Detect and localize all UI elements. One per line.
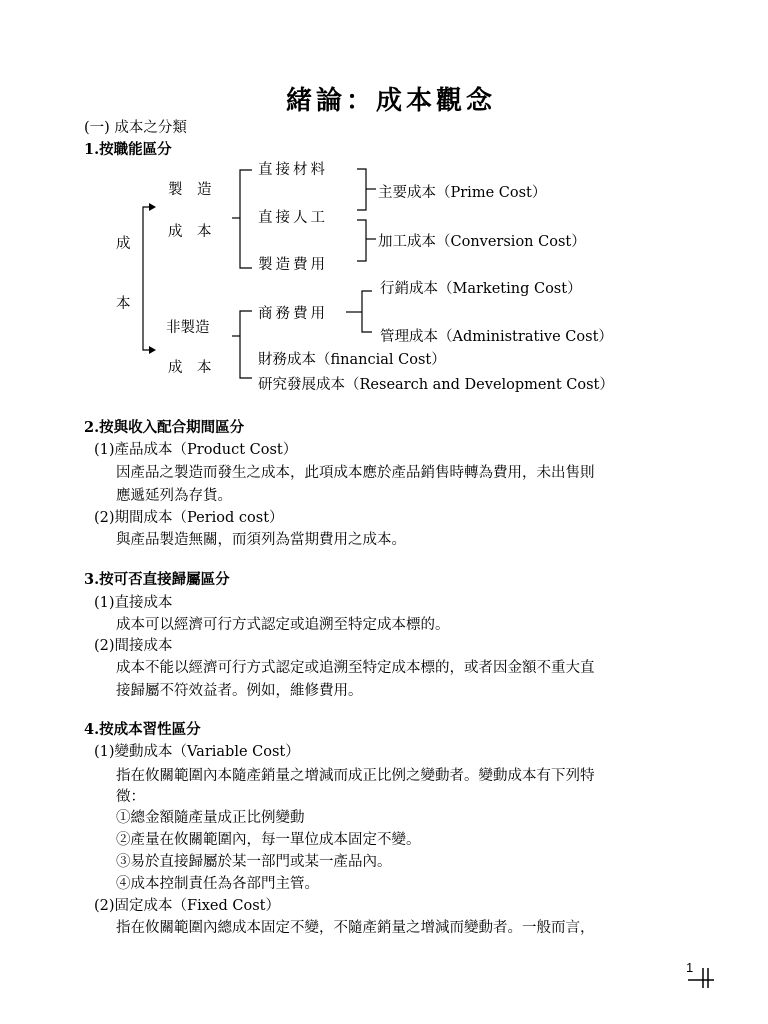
s2-heading: 2.按與收入配合期間區分 — [84, 419, 245, 436]
s4-item-3: ③易於直接歸屬於某一部門或某一產品內。 — [116, 854, 392, 870]
s3-p2-line2: 接歸屬不符效益者。例如，維修費用。 — [116, 683, 363, 699]
rd-cost: 研究發展成本（Research and Development Cost） — [258, 377, 614, 393]
root-arrow-top — [149, 203, 156, 211]
s3-p2-line1: 成本不能以經濟可行方式認定或追溯至特定成本標的，或者因金額不重大直 — [116, 660, 595, 676]
nonmfg-label-1: 非製造 — [166, 320, 210, 336]
s3-p1-title: (1)直接成本 — [94, 595, 173, 611]
root-label-top: 成 — [116, 236, 131, 252]
section-intro: (一) 成本之分類 — [84, 120, 187, 136]
s3-heading: 3.按可否直接歸屬區分 — [84, 571, 230, 588]
financial-cost: 財務成本（financial Cost） — [258, 352, 446, 368]
conversion-bracket — [357, 220, 366, 261]
s2-p2-title: (2)期間成本（Period cost） — [94, 510, 284, 526]
s4-item-2: ②產量在攸關範圍內，每一單位成本固定不變。 — [116, 832, 421, 848]
root-arrow-bottom — [149, 346, 156, 354]
s4-item-4: ④成本控制責任為各部門主管。 — [116, 876, 319, 892]
s4-p2-title: (2)固定成本（Fixed Cost） — [94, 898, 280, 914]
s2-p2-line1: 與產品製造無關，而須列為當期費用之成本。 — [116, 532, 406, 548]
mfg-label-1: 製 造 — [168, 182, 212, 198]
manufacturing-overhead: 製造費用 — [258, 257, 328, 273]
s4-p1-line1: 指在攸關範圍內本隨產銷量之增減而成正比例之變動者。變動成本有下列特 — [116, 768, 595, 784]
s3-p1-line1: 成本可以經濟可行方式認定或追溯至特定成本標的。 — [116, 617, 450, 633]
conversion-cost: 加工成本（Conversion Cost） — [378, 234, 586, 250]
s4-heading: 4.按成本習性區分 — [84, 721, 201, 738]
root-bracket — [143, 207, 152, 350]
page-title: 緒論：成本觀念 — [286, 86, 497, 116]
commercial-bracket — [362, 291, 372, 332]
page-number-mark — [686, 966, 716, 990]
prime-cost: 主要成本（Prime Cost） — [378, 185, 547, 201]
mfg-label-2: 成 本 — [168, 224, 212, 240]
prime-bracket — [357, 169, 366, 210]
s2-p1-line2: 應遞延列為存貨。 — [116, 488, 232, 504]
direct-labor: 直接人工 — [258, 210, 328, 226]
s4-p1-line2: 徵： — [116, 789, 145, 805]
s2-p1-line1: 因產品之製造而發生之成本，此項成本應於產品銷售時轉為費用，未出售則 — [116, 465, 595, 481]
commercial-expense: 商務費用 — [258, 306, 328, 322]
direct-material: 直接材料 — [258, 162, 328, 178]
s4-item-1: ①總金額隨產量成正比例變動 — [116, 810, 305, 826]
s4-p1-title: (1)變動成本（Variable Cost） — [94, 744, 300, 760]
administrative-cost: 管理成本（Administrative Cost） — [380, 329, 613, 345]
s3-p2-title: (2)間接成本 — [94, 638, 173, 654]
nonmfg-label-2: 成 本 — [168, 360, 212, 376]
root-label-bottom: 本 — [116, 296, 131, 312]
page-number: 1 — [686, 960, 694, 975]
mfg-bracket — [240, 170, 252, 268]
nonmfg-bracket — [240, 311, 252, 378]
s4-p2-line1: 指在攸關範圍內總成本固定不變，不隨產銷量之增減而變動者。一般而言， — [116, 920, 595, 936]
marketing-cost: 行銷成本（Marketing Cost） — [380, 281, 582, 297]
s2-p1-title: (1)產品成本（Product Cost） — [94, 442, 298, 458]
s1-heading: 1.按職能區分 — [84, 141, 172, 158]
